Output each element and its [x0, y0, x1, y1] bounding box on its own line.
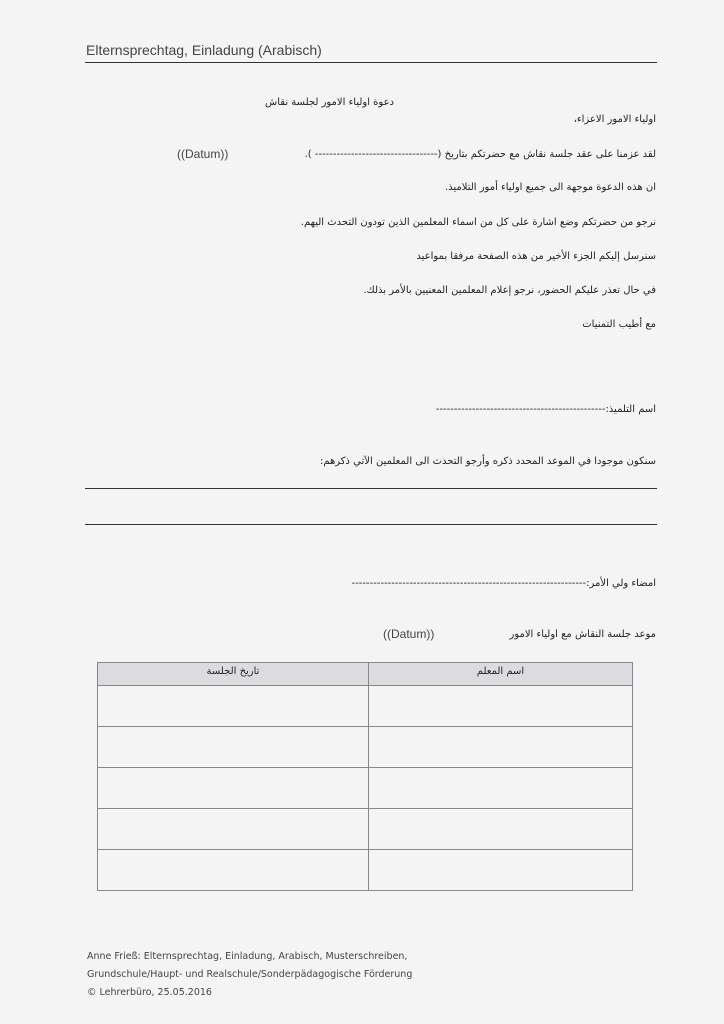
date-placeholder: ((Datum)) — [177, 147, 229, 161]
header-teacher-name: اسم المعلم — [369, 663, 633, 686]
table-row — [98, 809, 633, 850]
table-cell — [369, 850, 633, 891]
letter-line-5: في حال تعذر عليكم الحضور، نرجو إعلام المعلمين المعنيين بالأمر بذلك. — [363, 285, 656, 296]
table-row — [98, 727, 633, 768]
table-cell — [369, 727, 633, 768]
table-header-row — [98, 663, 633, 686]
table-cell — [98, 809, 369, 850]
table-cell — [98, 850, 369, 891]
table-cell — [369, 809, 633, 850]
document-title: Elternsprechtag, Einladung (Arabisch) — [86, 42, 322, 58]
write-line-2 — [85, 524, 657, 525]
table-row — [98, 850, 633, 891]
letter-line-3: نرجو من حضرتكم وضع اشارة على كل من اسماء المعلمين الذين تودون التحدث اليهم. — [300, 217, 656, 228]
letter-line-2: ان هذه الدعوة موجهة الى جميع اولياء أمور التلاميذ. — [444, 182, 656, 193]
salutation: اولياء الامور الاعزاء، — [573, 114, 656, 125]
table-cell — [369, 768, 633, 809]
header-rule — [85, 62, 657, 63]
attend-line: سنكون موجودا في الموعد المحدد ذكره وأرجو التحدث الى المعلمين الآتي ذكرهم: — [319, 456, 656, 467]
student-name-field: اسم التلميذ:----------------------------------------------- — [435, 404, 656, 415]
appointment-table — [97, 662, 633, 891]
letter-heading: دعوة اولياء الامور لجلسة نقاش — [265, 97, 394, 108]
appointment-label: موعد جلسة النقاش مع اولياء الامور — [509, 629, 656, 640]
table-cell — [98, 686, 369, 727]
signature-field: امضاء ولي الأمر:----------------------------------------------------------------- — [351, 578, 656, 589]
footer-line-1: Anne Frieß: Elternsprechtag, Einladung, Arabisch, Musterschreiben, — [87, 951, 408, 962]
letter-line-4: سنرسل إليكم الجزء الأخير من هذه الصفحة مرفقا بمواعيد — [416, 251, 656, 262]
footer-line-3: © Lehrerbüro, 25.05.2016 — [87, 987, 212, 998]
table-row — [98, 686, 633, 727]
table-cell — [98, 727, 369, 768]
appointment-date-placeholder: ((Datum)) — [383, 627, 435, 641]
date-line: لقد عزمنا على عقد جلسة نقاش مع حضرتكم بتاريخ (---------------------------------- ). — [304, 149, 656, 160]
table-cell — [369, 686, 633, 727]
footer-line-2: Grundschule/Haupt- und Realschule/Sonderpädagogische Förderung — [87, 969, 413, 980]
closing: مع أطيب التمنيات — [582, 319, 656, 330]
table-row — [98, 768, 633, 809]
header-session-date: تاريخ الجلسة — [98, 663, 369, 686]
table-cell — [98, 768, 369, 809]
write-line-1 — [85, 488, 657, 489]
